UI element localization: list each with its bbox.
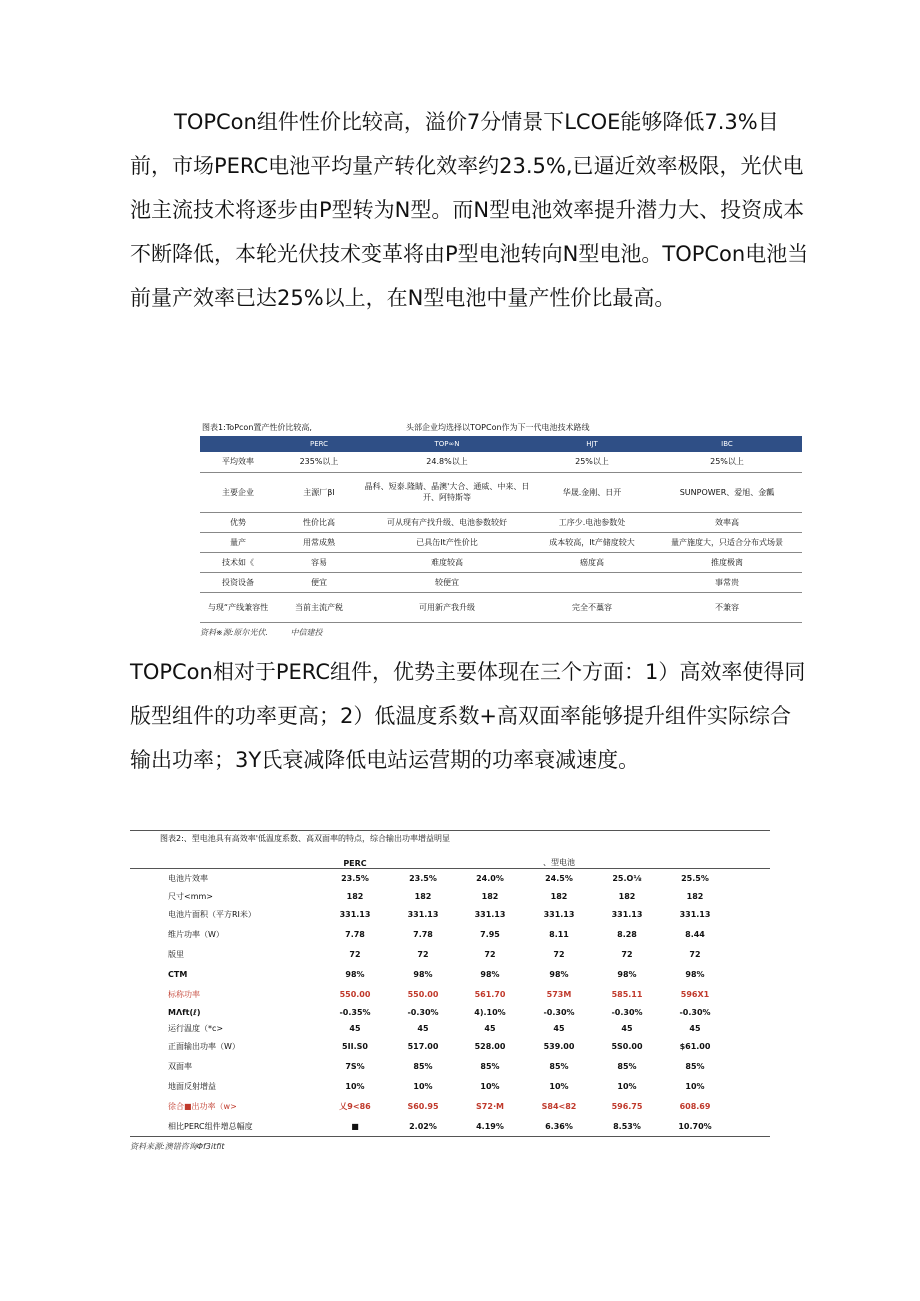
paragraph-1	[130, 100, 810, 320]
table-1-header-cell: HJT	[532, 436, 652, 452]
table-cell: 98%	[413, 970, 433, 979]
table-cell: 550.00	[407, 990, 439, 999]
table-cell: 5S0.00	[611, 1042, 643, 1051]
table-cell: 182	[618, 892, 636, 901]
table-cell: 85%	[549, 1062, 569, 1071]
table-cell: 85%	[617, 1062, 637, 1071]
table-cell: 23.5%	[341, 874, 369, 884]
table-cell: 182	[686, 892, 704, 901]
table-cell: 182	[346, 892, 364, 901]
table-cell: 8.53%	[594, 1117, 660, 1137]
table-cell: 完全不藁容	[532, 592, 652, 622]
table-cell: 推度极离	[652, 552, 802, 572]
table-cell: 24.0%	[476, 874, 504, 884]
table-cell: 技术如《	[200, 552, 276, 572]
table-cell: 72	[484, 950, 496, 959]
table-cell: 85%	[685, 1062, 705, 1071]
table-row	[130, 985, 770, 1005]
table-row	[200, 532, 802, 552]
table-cell: 528.00	[474, 1042, 506, 1051]
table-cell: 10%	[617, 1082, 637, 1091]
table-cell: 成本较高，It产储度较大	[532, 532, 652, 552]
table-cell: 量产	[200, 532, 276, 552]
table-cell: 4).10%	[474, 1008, 506, 1017]
table-cell: 25%以上	[652, 452, 802, 472]
table-cell-spacer	[730, 1097, 770, 1117]
table-cell: 596.75	[611, 1102, 643, 1111]
table-1-caption-right: 头部企业均选择以TOPCon作为下一代电池技术路线	[406, 423, 590, 432]
table-cell: 573M	[546, 990, 572, 999]
table-row	[130, 1005, 770, 1021]
table-cell: 182	[550, 892, 568, 901]
table-row-label: 徐合■出功率（w>	[168, 1102, 237, 1111]
table-row-label: 电池片效率	[168, 874, 208, 884]
table-row-label: 标称功率	[168, 990, 200, 999]
table-cell: -0.30%	[407, 1008, 439, 1017]
table-cell: 23.5%	[409, 874, 437, 884]
table-cell: 235%以上	[276, 452, 362, 472]
table-cell: 效率高	[652, 512, 802, 532]
table-cell-spacer	[730, 1005, 770, 1021]
table-1-caption-left: 图表1:ToPcon置产性价比较高,	[202, 423, 312, 432]
table-row	[200, 472, 802, 512]
table-cell: 投资设备	[200, 572, 276, 592]
table-cell: 便宜	[276, 572, 362, 592]
table-cell: 用常成熟	[276, 532, 362, 552]
table-row	[130, 905, 770, 925]
table-2-group-perc: PERC	[320, 846, 390, 869]
table-cell: 517.00	[407, 1042, 439, 1051]
table-row	[200, 572, 802, 592]
table-cell: 华晟.金刚、日开	[532, 472, 652, 512]
table-1	[200, 420, 802, 638]
table-cell: 585.11	[611, 990, 643, 999]
table-cell: 量产施度大，只适合分布式场景	[652, 532, 802, 552]
table-cell	[532, 572, 652, 592]
table-cell: 7S%	[345, 1062, 365, 1071]
table-cell: S72∙M	[476, 1102, 504, 1111]
table-cell: 72	[689, 950, 701, 959]
table-cell: 性价比高	[276, 512, 362, 532]
table-cell: -0.35%	[339, 1008, 371, 1017]
table-cell: 10.70%	[660, 1117, 730, 1137]
table-cell: ■	[320, 1117, 390, 1137]
table-cell: 98%	[685, 970, 705, 979]
table-row	[130, 1057, 770, 1077]
table-cell: 98%	[617, 970, 637, 979]
table-cell: 539.00	[543, 1042, 575, 1051]
table-cell: 561.70	[474, 990, 506, 999]
table-cell: 晶科、短泰.隆睛、晶澳'大合、通威、中来、日开、阿特斯等	[362, 472, 532, 512]
table-row	[200, 592, 802, 622]
table-row	[200, 452, 802, 472]
table-2-group-n: 、型电池	[524, 846, 594, 869]
table-cell: 与现“产线兼容性	[200, 592, 276, 622]
paragraph-1-text: TOPCon组件性价比较高，溢价7分情景下LCOE能够降低7.3%目前，市场PERC电池平均量产转化效率约23.5%,已逼近效率极限，光伏电池主流技术将逐步由P型转为N型。而N型电池效率提升潜力大、投资成本不断降低，本轮光伏技术变革将由P型电池转向N型电池。TOPCon电池当前量产效率已达25%以上，在N型电池中量产性价比最高。	[130, 110, 809, 310]
table-cell: 98%	[549, 970, 569, 979]
table-2	[130, 830, 770, 1152]
table-row	[130, 1117, 770, 1137]
table-cell: 平均效率	[200, 452, 276, 472]
table-row	[130, 1037, 770, 1057]
table-1-header-cell: PERC	[276, 436, 362, 452]
table-cell-spacer	[730, 905, 770, 925]
table-row-label: 双面率	[168, 1062, 192, 1071]
table-cell: 乂9<86	[339, 1102, 371, 1111]
table-1-source: 资料※源:原尔光伏. 中信建投	[200, 627, 323, 637]
table-cell: 难度较高	[362, 552, 532, 572]
paragraph-2-text: TOPCon相对于PERC组件，优势主要体现在三个方面：1）高效率使得同版型组件的功率更高；2）低温度系数+高双面率能够提升组件实际综合输出功率；3Y氏衰减降低电站运营期的功率衰减速度。	[130, 660, 806, 772]
table-cell: 550.00	[339, 990, 371, 999]
table-cell: 10%	[345, 1082, 365, 1091]
table-cell: 10%	[480, 1082, 500, 1091]
table-cell: 工序少.电池参数处	[532, 512, 652, 532]
table-cell: 45	[349, 1024, 361, 1033]
table-cell: SUNPOWER、爱旭、金瓤	[652, 472, 802, 512]
table-cell: 可从现有产找升级、电池参数较好	[362, 512, 532, 532]
table-2-caption: 图表2:、型电池具有高效率'低温度系数、高双面率的特点，综合输出功率增益明显	[130, 830, 770, 846]
table-cell: 98%	[480, 970, 500, 979]
table-cell-spacer	[730, 925, 770, 945]
table-row	[130, 1021, 770, 1037]
table-cell: 优势	[200, 512, 276, 532]
table-cell: 182	[481, 892, 499, 901]
table-cell-spacer	[730, 889, 770, 905]
table-cell: 容易	[276, 552, 362, 572]
table-1-caption	[200, 420, 802, 436]
table-cell: $61.00	[679, 1042, 711, 1051]
table-2-group-header	[130, 846, 770, 869]
table-cell-spacer	[730, 869, 770, 889]
table-cell: 45	[621, 1024, 633, 1033]
table-cell: 7.78	[413, 930, 433, 939]
table-cell: 331.13	[339, 910, 371, 919]
table-row	[130, 1077, 770, 1097]
table-cell: 331.13	[679, 910, 711, 919]
table-1-grid	[200, 436, 802, 623]
table-cell: 可用新产我升级	[362, 592, 532, 622]
table-cell: 7.78	[345, 930, 365, 939]
table-row-label: 相比PERC组件增总幅度	[130, 1117, 320, 1137]
table-row-label: CTM	[168, 970, 188, 979]
table-cell-spacer	[730, 965, 770, 985]
table-row	[200, 552, 802, 572]
table-row	[130, 1097, 770, 1117]
table-cell-spacer	[730, 1057, 770, 1077]
table-cell: 10%	[549, 1082, 569, 1091]
table-cell: 8.28	[617, 930, 637, 939]
table-cell: 45	[484, 1024, 496, 1033]
table-cell: -0.30%	[543, 1008, 575, 1017]
table-cell: 182	[414, 892, 432, 901]
table-cell: 25%以上	[532, 452, 652, 472]
table-cell: 72	[349, 950, 361, 959]
table-cell-spacer	[730, 1037, 770, 1057]
table-cell: 较便宜	[362, 572, 532, 592]
table-cell-spacer	[730, 1077, 770, 1097]
table-cell: 10%	[685, 1082, 705, 1091]
table-cell: 45	[417, 1024, 429, 1033]
table-row	[130, 889, 770, 905]
table-row-label: 尺寸<mm>	[168, 892, 213, 901]
table-cell: 事常贵	[652, 572, 802, 592]
table-row	[130, 925, 770, 945]
table-cell: 癌度高	[532, 552, 652, 572]
table-cell: 5II.S0	[342, 1042, 368, 1051]
table-cell: 72	[553, 950, 565, 959]
table-cell: 8.11	[549, 930, 569, 939]
table-row-label: 维片功率（W）	[168, 930, 224, 939]
table-cell: 331.13	[543, 910, 575, 919]
paragraph-2	[130, 650, 810, 782]
table-2-grid	[130, 846, 770, 1137]
table-cell: 72	[621, 950, 633, 959]
table-cell: 7.95	[480, 930, 500, 939]
table-cell: 已具缶It产性价比	[362, 532, 532, 552]
table-cell: 85%	[413, 1062, 433, 1071]
table-cell: 6.36%	[524, 1117, 594, 1137]
table-cell: 98%	[345, 970, 365, 979]
table-1-header-cell: IBC	[652, 436, 802, 452]
table-cell: 45	[553, 1024, 565, 1033]
table-cell: 331.13	[407, 910, 439, 919]
table-cell-spacer	[730, 985, 770, 1005]
table-cell: 24.5%	[545, 874, 573, 884]
table-row	[200, 512, 802, 532]
table-cell: 331.13	[611, 910, 643, 919]
table-cell-spacer	[730, 945, 770, 965]
table-row-label: MΛft(ℓ)	[168, 1008, 201, 1017]
table-cell: 10%	[413, 1082, 433, 1091]
table-cell-spacer	[730, 1021, 770, 1037]
table-cell: 8.44	[685, 930, 705, 939]
table-cell: 72	[417, 950, 429, 959]
table-1-header-cell: TOP∞N	[362, 436, 532, 452]
table-cell: 331.13	[474, 910, 506, 919]
table-cell: S60.95	[407, 1102, 439, 1111]
table-row	[130, 869, 770, 889]
table-cell: 当前主流产税	[276, 592, 362, 622]
table-cell: 85%	[480, 1062, 500, 1071]
table-cell: 主要企业	[200, 472, 276, 512]
table-cell: 25.5%	[681, 874, 709, 884]
table-1-header-cell	[200, 436, 276, 452]
table-row-label: 正面输出功率（W）	[168, 1042, 240, 1051]
table-cell: -0.30%	[679, 1008, 711, 1017]
table-cell: 主源厂βI	[276, 472, 362, 512]
table-cell: 24.8%以上	[362, 452, 532, 472]
table-row-label: 地面反射增益	[168, 1082, 216, 1091]
table-cell: 596X1	[680, 990, 710, 999]
table-2-source: 资料来源:澳错咨询Φf3itfit	[130, 1142, 225, 1151]
table-cell: -0.30%	[611, 1008, 643, 1017]
table-row	[130, 965, 770, 985]
table-cell: 4.19%	[456, 1117, 524, 1137]
table-row-label: 运行温度（*c>	[168, 1024, 224, 1033]
table-cell: S84<82	[541, 1102, 577, 1111]
table-cell-spacer	[730, 1117, 770, 1137]
table-cell: 25.O⅛	[612, 874, 642, 884]
table-row	[130, 945, 770, 965]
table-row-label: 电池片面积（平方RI米）	[168, 910, 256, 919]
table-cell: 608.69	[679, 1102, 711, 1111]
table-row-label: 版里	[168, 950, 184, 959]
table-cell: 45	[689, 1024, 701, 1033]
table-cell: 2.02%	[390, 1117, 456, 1137]
table-cell: 不兼容	[652, 592, 802, 622]
